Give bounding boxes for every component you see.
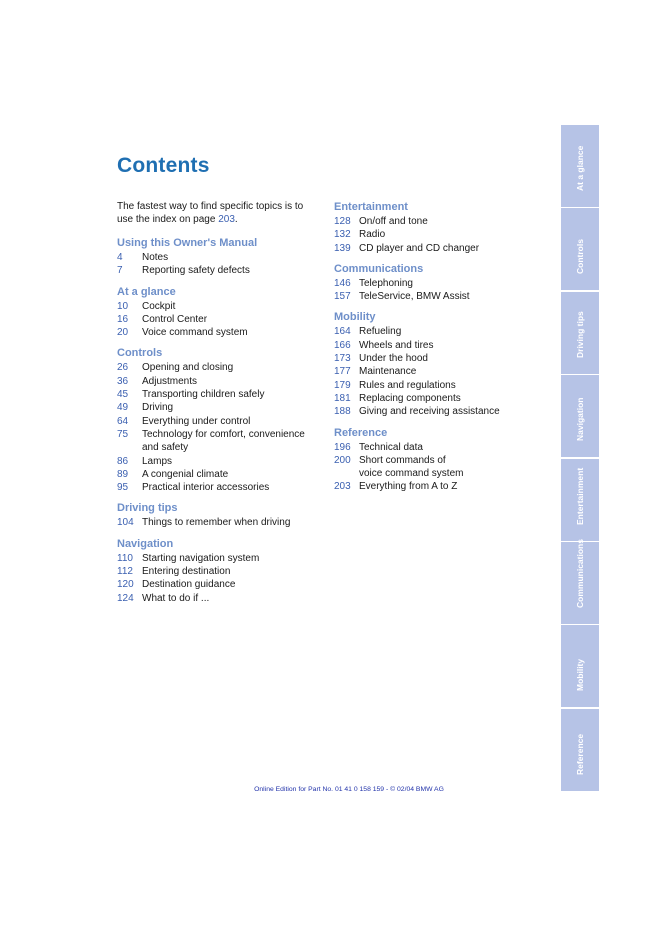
- toc-entry-page[interactable]: 112: [117, 566, 133, 578]
- toc-entry[interactable]: [117, 428, 322, 455]
- toc-entry-title[interactable]: Reporting safety defects: [142, 265, 250, 277]
- toc-entry[interactable]: [117, 468, 322, 481]
- toc-entry[interactable]: [117, 326, 322, 339]
- toc-entry-page[interactable]: 173: [334, 353, 351, 365]
- tab-communications[interactable]: [561, 539, 599, 624]
- tab-reference[interactable]: [561, 709, 599, 791]
- section-reference: [334, 426, 539, 494]
- toc-entry-page[interactable]: 64: [117, 415, 129, 427]
- toc-entry-page[interactable]: 16: [117, 313, 129, 325]
- toc-entry-title[interactable]: Lamps: [142, 455, 173, 467]
- toc-entry-title[interactable]: Under the hood: [359, 353, 428, 365]
- tab-label: Reference: [575, 733, 585, 775]
- toc-entry-page[interactable]: 132: [334, 229, 351, 241]
- toc-entry-title[interactable]: Everything under control: [142, 415, 251, 427]
- toc-entry-page[interactable]: 179: [334, 379, 351, 391]
- toc-entry-title[interactable]: Short commands of voice command system: [359, 454, 464, 480]
- toc-entry-page[interactable]: 20: [117, 327, 129, 339]
- toc-entry[interactable]: [117, 375, 322, 388]
- toc-entry-page[interactable]: 164: [334, 326, 351, 338]
- toc-entry-page[interactable]: 89: [117, 468, 129, 480]
- page-title: Contents: [117, 154, 210, 177]
- toc-entry[interactable]: [334, 290, 539, 303]
- intro-body: The fastest way to find specific topics is to use the index on page: [117, 201, 304, 225]
- intro-end: .: [234, 214, 238, 225]
- toc-entry-title[interactable]: Transporting children safely: [142, 389, 265, 401]
- tab-driving-tips[interactable]: [561, 292, 599, 374]
- intro-page-link[interactable]: 203: [218, 214, 235, 225]
- tab-label: At a glance: [575, 145, 585, 191]
- toc-entry[interactable]: [117, 415, 322, 428]
- toc-entry-title[interactable]: Refueling: [359, 326, 402, 338]
- contents-right-column: [334, 200, 539, 501]
- contents-left-column: [117, 200, 322, 612]
- toc-entry[interactable]: [334, 339, 539, 352]
- toc-entry-page[interactable]: 177: [334, 366, 351, 378]
- toc-entry-page[interactable]: 45: [117, 389, 129, 401]
- toc-entry[interactable]: [117, 264, 322, 277]
- toc-entry[interactable]: [334, 480, 539, 493]
- toc-entry-page[interactable]: 10: [117, 300, 129, 312]
- toc-entry-page[interactable]: 95: [117, 482, 129, 494]
- section-title[interactable]: Controls: [117, 347, 163, 360]
- toc-entry-title[interactable]: Wheels and tires: [359, 339, 434, 351]
- section-controls: [117, 346, 322, 494]
- toc-entry[interactable]: [117, 565, 322, 578]
- toc-entry-title[interactable]: Entering destination: [142, 566, 231, 578]
- toc-entry[interactable]: [334, 215, 539, 228]
- toc-entry[interactable]: [117, 313, 322, 326]
- tab-navigation[interactable]: [561, 375, 599, 457]
- toc-entry[interactable]: [117, 300, 322, 313]
- toc-entry-title[interactable]: Notes: [142, 252, 169, 263]
- toc-entry[interactable]: [117, 516, 322, 529]
- toc-entry[interactable]: [117, 455, 322, 468]
- toc-entry-page[interactable]: 139: [334, 242, 351, 254]
- toc-entry-title[interactable]: Everything from A to Z: [359, 481, 458, 493]
- toc-entry-page[interactable]: 86: [117, 455, 129, 467]
- toc-entry-title[interactable]: A congenial climate: [142, 468, 229, 480]
- section-mobility: [334, 310, 539, 418]
- toc-entry[interactable]: [334, 228, 539, 241]
- toc-entry-title[interactable]: Opening and closing: [142, 362, 234, 374]
- toc-entry-title[interactable]: TeleService, BMW Assist: [359, 291, 470, 303]
- toc-entry-page[interactable]: 196: [334, 441, 351, 453]
- toc-entry-page[interactable]: 124: [117, 592, 134, 604]
- toc-entry-title[interactable]: Technology for comfort, convenience and safety: [142, 428, 305, 454]
- toc-entry-page[interactable]: 166: [334, 339, 351, 351]
- toc-entry-title[interactable]: On/off and tone: [359, 216, 428, 227]
- toc-entry-title[interactable]: Starting navigation system: [142, 552, 260, 564]
- toc-entry-title[interactable]: Control Center: [142, 313, 208, 325]
- toc-entry[interactable]: [117, 251, 322, 264]
- tab-label: Navigation: [575, 397, 585, 442]
- toc-entry-page[interactable]: 4: [117, 252, 123, 263]
- tab-at-a-glance[interactable]: [561, 125, 599, 207]
- toc-entry-title[interactable]: Technical data: [359, 441, 423, 453]
- toc-entry[interactable]: [334, 441, 539, 454]
- tab-label: Communications: [575, 539, 585, 608]
- toc-entry-title[interactable]: Telephoning: [359, 277, 413, 289]
- toc-entry[interactable]: [334, 379, 539, 392]
- section-title[interactable]: At a glance: [117, 285, 176, 298]
- toc-entry-page[interactable]: 181: [334, 392, 351, 404]
- toc-entry-title[interactable]: Adjustments: [142, 375, 198, 387]
- toc-entry[interactable]: [117, 578, 322, 591]
- toc-entry[interactable]: [334, 277, 539, 290]
- section-at-a-glance: [117, 285, 322, 340]
- toc-entry[interactable]: [117, 592, 322, 605]
- footer-edition-note: Online Edition for Part No. 01 41 0 158 159 - © 02/04 BMW AG: [254, 786, 444, 793]
- toc-entry-page[interactable]: 203: [334, 481, 351, 493]
- toc-entry-page[interactable]: 104: [117, 517, 134, 529]
- toc-entry-page[interactable]: 188: [334, 406, 351, 418]
- section-title[interactable]: Using this Owner's Manual: [117, 237, 258, 249]
- toc-entry-page[interactable]: 120: [117, 579, 134, 591]
- toc-entry-title[interactable]: Cockpit: [142, 300, 176, 312]
- tab-entertainment[interactable]: [561, 459, 599, 541]
- toc-entry[interactable]: [334, 405, 539, 418]
- toc-entry[interactable]: [334, 392, 539, 405]
- toc-entry[interactable]: [334, 242, 539, 255]
- tab-mobility[interactable]: [561, 625, 599, 707]
- section-title[interactable]: Entertainment: [334, 201, 408, 213]
- tab-label: Controls: [575, 239, 585, 275]
- toc-entry-page[interactable]: 157: [334, 291, 351, 303]
- toc-entry[interactable]: [117, 481, 322, 494]
- toc-entry-page[interactable]: 26: [117, 362, 129, 374]
- toc-entry-title[interactable]: Destination guidance: [142, 579, 236, 591]
- section-title[interactable]: Driving tips: [117, 502, 178, 515]
- toc-entry[interactable]: [117, 401, 322, 414]
- toc-entry[interactable]: [117, 361, 322, 374]
- section-title[interactable]: Reference: [334, 426, 388, 439]
- section-title[interactable]: Mobility: [334, 311, 376, 324]
- toc-entry-title[interactable]: Practical interior accessories: [142, 482, 270, 494]
- toc-entry-title[interactable]: Driving: [142, 402, 174, 414]
- section-communications: [334, 262, 539, 304]
- section-entertainment: [334, 200, 539, 255]
- toc-entry-page[interactable]: 128: [334, 216, 351, 227]
- section-navigation: [117, 537, 322, 605]
- toc-entry-page[interactable]: 146: [334, 277, 351, 289]
- tab-label: Mobility: [575, 659, 585, 692]
- toc-entry-title[interactable]: Voice command system: [142, 327, 248, 339]
- tab-label: Entertainment: [575, 467, 585, 525]
- toc-entry-title[interactable]: Radio: [359, 229, 386, 241]
- toc-entry-title[interactable]: Giving and receiving assistance: [359, 406, 500, 418]
- toc-entry-page[interactable]: 75: [117, 428, 129, 440]
- section-driving-tips: [117, 501, 322, 529]
- toc-entry-title[interactable]: Rules and regulations: [359, 379, 456, 391]
- toc-entry[interactable]: [117, 552, 322, 565]
- intro-text: [117, 200, 322, 226]
- toc-entry-title[interactable]: What to do if ...: [142, 592, 210, 604]
- toc-entry-title[interactable]: Replacing components: [359, 392, 461, 404]
- toc-entry[interactable]: [334, 365, 539, 378]
- section-using-this-owner-s-manual: [117, 236, 322, 278]
- toc-entry[interactable]: [117, 388, 322, 401]
- toc-entry-page[interactable]: 36: [117, 375, 129, 387]
- toc-entry[interactable]: [334, 454, 539, 481]
- toc-entry-page[interactable]: 110: [117, 552, 133, 564]
- section-title[interactable]: Navigation: [117, 537, 174, 550]
- section-title[interactable]: Communications: [334, 262, 424, 275]
- tab-label: Driving tips: [575, 311, 585, 358]
- chapter-tabs: [561, 125, 599, 792]
- toc-entry-title[interactable]: Things to remember when driving: [142, 517, 291, 529]
- toc-entry[interactable]: [334, 325, 539, 338]
- tab-controls[interactable]: [561, 208, 599, 290]
- toc-entry-page[interactable]: 7: [117, 265, 123, 277]
- toc-entry-title[interactable]: CD player and CD changer: [359, 242, 480, 254]
- toc-entry-page[interactable]: 200: [334, 454, 351, 466]
- toc-entry[interactable]: [334, 352, 539, 365]
- toc-entry-title[interactable]: Maintenance: [359, 366, 417, 378]
- toc-entry-page[interactable]: 49: [117, 402, 129, 414]
